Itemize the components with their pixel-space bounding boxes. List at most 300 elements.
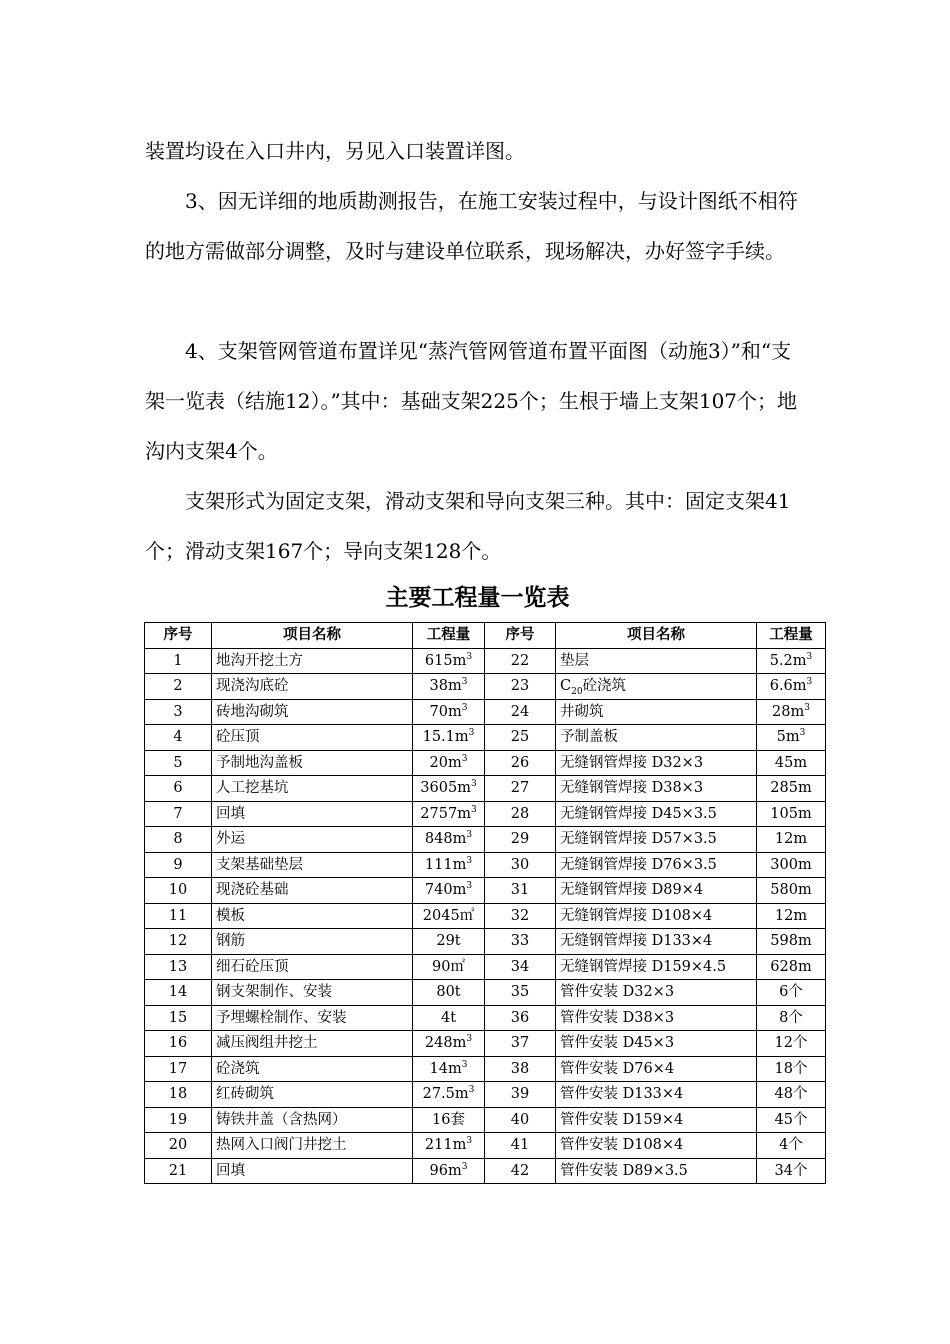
unit-exponent: 3 — [468, 1085, 475, 1096]
seq-text: 13 — [168, 958, 188, 975]
qty-text: 45个 — [774, 1111, 808, 1128]
name-cell — [556, 725, 757, 751]
qty-text: 248m — [424, 1035, 467, 1052]
qty-cell — [413, 1158, 485, 1184]
header-qty-right: 工程量 — [757, 623, 826, 649]
name-cell — [212, 980, 413, 1006]
name-cell — [212, 1056, 413, 1082]
seq-text: 20 — [168, 1137, 188, 1154]
seq-text: 32 — [510, 907, 530, 924]
unit-exponent: 3 — [804, 702, 810, 713]
table-row — [145, 648, 826, 674]
qty-text: 96m — [429, 1162, 462, 1179]
name-cell — [556, 954, 757, 980]
name-text: 人工挖基坑 — [216, 780, 289, 797]
name-text: 无缝钢管焊接 D76×3.5 — [560, 856, 717, 873]
qty-text: 300m — [770, 856, 812, 873]
name-cell — [556, 648, 757, 674]
seq-text: 33 — [510, 933, 530, 950]
name-cell — [556, 929, 757, 955]
seq-cell — [485, 980, 556, 1006]
name-text: 现浇砼基础 — [216, 882, 289, 899]
qty-text: 211m — [424, 1137, 467, 1154]
name-text: 支架基础垫层 — [216, 856, 303, 873]
seq-text: 18 — [168, 1086, 188, 1103]
seq-cell — [145, 801, 212, 827]
qty-text: 12个 — [774, 1035, 808, 1052]
qty-cell — [757, 1056, 826, 1082]
seq-cell — [145, 699, 212, 725]
seq-text: 29 — [510, 831, 530, 848]
seq-text: 11 — [168, 907, 188, 924]
name-text: 无缝钢管焊接 D38×3 — [560, 780, 704, 797]
qty-text: 5.2m — [769, 652, 807, 669]
qty-cell — [413, 801, 485, 827]
name-cell — [556, 1031, 757, 1057]
seq-text: 8 — [173, 831, 183, 848]
seq-cell — [485, 1005, 556, 1031]
name-text: 予制地沟盖板 — [216, 754, 303, 771]
seq-cell — [485, 1031, 556, 1057]
name-cell — [212, 878, 413, 904]
seq-cell — [485, 776, 556, 802]
unit-exponent: 3 — [461, 1059, 468, 1070]
seq-cell — [145, 776, 212, 802]
table-row — [145, 1133, 826, 1159]
unit-exponent: 3 — [468, 728, 475, 739]
paragraph-2: 3、因无详细的地质勘测报告，在施工安装过程中，与设计图纸不相符的地方需做部分调整，及时与建设单位联系，现场解决，办好签字手续。 — [145, 189, 798, 263]
seq-text: 31 — [510, 882, 530, 899]
name-text: 回填 — [216, 1162, 245, 1179]
name-cell — [556, 750, 757, 776]
qty-text: 3605m — [420, 780, 471, 797]
unit-exponent: 3 — [461, 753, 468, 764]
table-row — [145, 1107, 826, 1133]
seq-text: 16 — [168, 1035, 188, 1052]
unit-exponent: 3 — [461, 702, 468, 713]
qty-cell — [413, 1005, 485, 1031]
seq-text: 3 — [173, 703, 183, 720]
qty-text: 105m — [770, 805, 812, 822]
name-text: 管件安装 D108×4 — [560, 1137, 684, 1154]
name-text: 无缝钢管焊接 D133×4 — [560, 933, 713, 950]
name-text: 无缝钢管焊接 D32×3 — [560, 754, 704, 771]
seq-text: 26 — [510, 754, 530, 771]
qty-text: 16套 — [432, 1111, 465, 1128]
seq-text: 12 — [168, 933, 188, 950]
name-text: 无缝钢管焊接 D45×3.5 — [560, 805, 717, 822]
qty-cell — [757, 801, 826, 827]
name-cell — [212, 1158, 413, 1184]
qty-text: 48个 — [774, 1086, 808, 1103]
qty-text: 2045㎡ — [422, 907, 475, 924]
name-text: 管件安装 D89×3.5 — [560, 1162, 688, 1179]
qty-cell — [413, 954, 485, 980]
seq-cell — [485, 1107, 556, 1133]
name-text: C — [560, 678, 572, 695]
table-header-row — [145, 623, 826, 649]
name-text: 红砖砌筑 — [216, 1086, 274, 1103]
qty-cell — [757, 1005, 826, 1031]
table-row — [145, 980, 826, 1006]
qty-cell — [757, 903, 826, 929]
seq-cell — [485, 827, 556, 853]
qty-cell — [757, 1158, 826, 1184]
qty-cell — [413, 903, 485, 929]
qty-text: 111m — [424, 856, 467, 873]
name-text: 地沟开挖土方 — [216, 652, 303, 669]
seq-cell — [145, 1158, 212, 1184]
seq-cell — [145, 852, 212, 878]
table-row — [145, 725, 826, 751]
qty-cell — [413, 1031, 485, 1057]
qty-text: 615m — [424, 652, 467, 669]
unit-exponent: 3 — [799, 728, 806, 739]
table-row — [145, 750, 826, 776]
qty-text: 8个 — [779, 1009, 803, 1026]
name-cell — [212, 852, 413, 878]
name-cell — [556, 852, 757, 878]
seq-text: 4 — [173, 729, 183, 746]
name-text: 砼浇筑 — [216, 1060, 260, 1077]
qty-text: 27.5m — [422, 1086, 469, 1103]
name-text: 管件安装 D133×4 — [560, 1086, 684, 1103]
name-text: 管件安装 D32×3 — [560, 984, 675, 1001]
qty-cell — [757, 1133, 826, 1159]
qty-cell — [757, 980, 826, 1006]
name-text: 无缝钢管焊接 D57×3.5 — [560, 831, 717, 848]
seq-text: 22 — [510, 652, 530, 669]
seq-text: 23 — [510, 678, 530, 695]
seq-text: 7 — [173, 805, 183, 822]
name-cell — [556, 980, 757, 1006]
qty-text: 2757m — [420, 805, 471, 822]
qty-cell — [757, 878, 826, 904]
name-cell — [556, 1133, 757, 1159]
qty-text: 628m — [770, 958, 812, 975]
header-name-left: 项目名称 — [212, 623, 413, 649]
name-cell — [556, 1005, 757, 1031]
name-text: 管件安装 D159×4 — [560, 1111, 684, 1128]
qty-text: 90㎡ — [432, 958, 465, 975]
qty-text: 29t — [436, 933, 461, 950]
qty-cell — [413, 827, 485, 853]
seq-cell — [145, 750, 212, 776]
name-cell — [212, 801, 413, 827]
seq-text: 39 — [510, 1086, 530, 1103]
qty-cell — [413, 750, 485, 776]
seq-cell — [145, 929, 212, 955]
seq-text: 5 — [173, 754, 183, 771]
qty-cell — [757, 1082, 826, 1108]
qty-text: 5m — [776, 729, 800, 746]
quantity-table — [144, 622, 826, 1184]
seq-cell — [485, 929, 556, 955]
qty-cell — [413, 1056, 485, 1082]
qty-text: 740m — [424, 882, 467, 899]
seq-cell — [145, 1133, 212, 1159]
table-row — [145, 801, 826, 827]
seq-text: 19 — [168, 1111, 188, 1128]
qty-cell — [757, 852, 826, 878]
name-text: 砖地沟砌筑 — [216, 703, 289, 720]
unit-exponent: 3 — [466, 1034, 473, 1045]
qty-cell — [757, 1107, 826, 1133]
qty-text: 12m — [774, 831, 808, 848]
qty-cell — [757, 750, 826, 776]
qty-cell — [413, 878, 485, 904]
name-text: 钢筋 — [216, 933, 245, 950]
seq-cell — [485, 903, 556, 929]
name-text: 井砌筑 — [560, 703, 604, 720]
name-text: 砼压顶 — [216, 729, 260, 746]
name-cell — [556, 699, 757, 725]
seq-text: 35 — [510, 984, 530, 1001]
seq-cell — [145, 1082, 212, 1108]
seq-text: 34 — [510, 958, 530, 975]
name-cell — [212, 674, 413, 700]
seq-text: 38 — [510, 1060, 530, 1077]
name-cell — [212, 929, 413, 955]
seq-text: 17 — [168, 1060, 188, 1077]
unit-exponent: 3 — [806, 651, 813, 662]
name-cell — [556, 1056, 757, 1082]
table-title: 主要工程量一览表 — [385, 584, 570, 611]
seq-text: 10 — [168, 882, 188, 899]
paragraph-1: 装置均设在入口井内，另见入口装置详图。 — [145, 139, 525, 163]
qty-text: 4个 — [779, 1137, 803, 1154]
qty-text: 598m — [770, 933, 812, 950]
qty-cell — [413, 648, 485, 674]
qty-text: 285m — [770, 780, 812, 797]
name-text: 回填 — [216, 805, 245, 822]
name-text: 无缝钢管焊接 D159×4.5 — [560, 958, 727, 975]
qty-text: 14m — [429, 1060, 462, 1077]
name-cell — [212, 1005, 413, 1031]
name-text: 予制盖板 — [560, 729, 618, 746]
name-text: 钢支架制作、安装 — [216, 984, 332, 1001]
qty-cell — [413, 929, 485, 955]
seq-cell — [485, 750, 556, 776]
name-cell — [556, 903, 757, 929]
qty-text: 580m — [770, 882, 812, 899]
qty-cell — [757, 929, 826, 955]
name-cell — [212, 1082, 413, 1108]
table-row — [145, 1005, 826, 1031]
name-text: 垫层 — [560, 652, 589, 669]
qty-text: 18个 — [774, 1060, 808, 1077]
table-row — [145, 1056, 826, 1082]
qty-text: 6个 — [779, 984, 803, 1001]
qty-cell — [413, 725, 485, 751]
qty-text: 80t — [436, 984, 461, 1001]
qty-cell — [413, 674, 485, 700]
seq-text: 41 — [510, 1137, 530, 1154]
name-text: 管件安装 D38×3 — [560, 1009, 675, 1026]
seq-cell — [145, 725, 212, 751]
unit-exponent: 3 — [461, 677, 468, 688]
qty-cell — [757, 1031, 826, 1057]
qty-text: 34个 — [774, 1162, 808, 1179]
seq-text: 25 — [510, 729, 530, 746]
name-cell — [556, 1082, 757, 1108]
seq-text: 37 — [510, 1035, 530, 1052]
qty-text: 12m — [774, 907, 808, 924]
table-row — [145, 929, 826, 955]
seq-cell — [145, 1031, 212, 1057]
table-row — [145, 954, 826, 980]
seq-text: 30 — [510, 856, 530, 873]
seq-cell — [145, 954, 212, 980]
seq-text: 28 — [510, 805, 530, 822]
seq-cell — [145, 1005, 212, 1031]
qty-text: 70m — [429, 703, 462, 720]
name-text: 模板 — [216, 907, 245, 924]
header-seq-right: 序号 — [485, 623, 556, 649]
seq-cell — [145, 1056, 212, 1082]
name-cell — [212, 954, 413, 980]
qty-cell — [413, 980, 485, 1006]
unit-exponent: 3 — [461, 1161, 468, 1172]
name-text: 予埋螺栓制作、安装 — [216, 1009, 347, 1026]
qty-cell — [413, 1107, 485, 1133]
seq-cell — [145, 878, 212, 904]
name-text: 现浇沟底砼 — [216, 678, 289, 695]
name-cell — [212, 827, 413, 853]
qty-text: 20m — [429, 754, 462, 771]
name-cell — [556, 1158, 757, 1184]
qty-cell — [757, 699, 826, 725]
seq-text: 1 — [173, 652, 183, 669]
seq-cell — [145, 980, 212, 1006]
seq-text: 15 — [168, 1009, 188, 1026]
seq-text: 24 — [510, 703, 530, 720]
name-cell — [212, 648, 413, 674]
name-cell — [212, 1107, 413, 1133]
seq-cell — [485, 852, 556, 878]
qty-cell — [757, 674, 826, 700]
seq-text: 27 — [510, 780, 530, 797]
unit-exponent: 3 — [466, 881, 473, 892]
qty-text: 15.1m — [422, 729, 469, 746]
table-row — [145, 699, 826, 725]
unit-exponent: 3 — [470, 779, 477, 790]
header-qty-left: 工程量 — [413, 623, 485, 649]
seq-cell — [485, 674, 556, 700]
qty-text: 4t — [440, 1009, 457, 1026]
qty-text: 45m — [774, 754, 808, 771]
name-cell — [556, 776, 757, 802]
unit-exponent: 3 — [466, 1136, 473, 1147]
grade-subscript: 20 — [571, 687, 583, 698]
name-cell — [212, 903, 413, 929]
seq-text: 6 — [173, 780, 183, 797]
qty-text: 6.6m — [769, 678, 807, 695]
seq-cell — [145, 903, 212, 929]
seq-text: 21 — [168, 1162, 188, 1179]
qty-cell — [757, 648, 826, 674]
seq-cell — [485, 801, 556, 827]
seq-cell — [145, 827, 212, 853]
table-row — [145, 1031, 826, 1057]
seq-text: 42 — [510, 1162, 530, 1179]
unit-exponent: 3 — [466, 830, 473, 841]
paragraph-4: 支架形式为固定支架，滑动支架和导向支架三种。其中：固定支架41个；滑动支架167个；导向支架128个。 — [145, 489, 791, 563]
table-row — [145, 776, 826, 802]
qty-cell — [413, 1133, 485, 1159]
name-text: 热网入口阀门井挖土 — [216, 1137, 347, 1154]
seq-cell — [485, 699, 556, 725]
name-cell — [212, 750, 413, 776]
name-cell — [556, 674, 757, 700]
seq-cell — [485, 878, 556, 904]
name-cell — [212, 776, 413, 802]
seq-text: 40 — [510, 1111, 530, 1128]
qty-text: 848m — [424, 831, 467, 848]
qty-cell — [413, 699, 485, 725]
name-text: 砼浇筑 — [582, 678, 627, 695]
name-text: 管件安装 D76×4 — [560, 1060, 675, 1077]
name-cell — [556, 801, 757, 827]
seq-cell — [485, 648, 556, 674]
table-row — [145, 878, 826, 904]
name-cell — [212, 699, 413, 725]
qty-cell — [413, 1082, 485, 1108]
table-row — [145, 903, 826, 929]
seq-cell — [485, 954, 556, 980]
qty-cell — [757, 725, 826, 751]
unit-exponent: 3 — [470, 804, 477, 815]
seq-text: 9 — [173, 856, 183, 873]
header-name-right: 项目名称 — [556, 623, 757, 649]
name-cell — [212, 1031, 413, 1057]
name-text: 细石砼压顶 — [216, 958, 289, 975]
table-row — [145, 1082, 826, 1108]
unit-exponent: 3 — [466, 651, 473, 662]
name-text: 无缝钢管焊接 D89×4 — [560, 882, 704, 899]
name-cell — [212, 1133, 413, 1159]
seq-cell — [145, 648, 212, 674]
seq-cell — [485, 1158, 556, 1184]
seq-text: 2 — [173, 678, 183, 695]
unit-exponent: 3 — [466, 855, 473, 866]
table-row — [145, 827, 826, 853]
unit-exponent: 3 — [806, 677, 813, 688]
table-row — [145, 674, 826, 700]
seq-cell — [485, 725, 556, 751]
qty-cell — [757, 954, 826, 980]
seq-cell — [485, 1133, 556, 1159]
qty-cell — [413, 852, 485, 878]
seq-cell — [485, 1082, 556, 1108]
qty-cell — [413, 776, 485, 802]
seq-cell — [145, 674, 212, 700]
qty-text: 28m — [772, 703, 805, 720]
qty-cell — [757, 827, 826, 853]
table-row — [145, 852, 826, 878]
paragraph-3: 4、支架管网管道布置详见“蒸汽管网管道布置平面图（动施3）”和“支架一览表（结施12）。”其中：基础支架225个；生根于墙上支架107个；地沟内支架4个。 — [145, 339, 798, 463]
seq-cell — [485, 1056, 556, 1082]
name-cell — [556, 878, 757, 904]
qty-cell — [757, 776, 826, 802]
table-row — [145, 1158, 826, 1184]
seq-cell — [145, 1107, 212, 1133]
qty-text: 38m — [429, 678, 462, 695]
seq-text: 36 — [510, 1009, 530, 1026]
table-body — [145, 648, 826, 1184]
name-text: 无缝钢管焊接 D108×4 — [560, 907, 713, 924]
name-cell — [556, 1107, 757, 1133]
